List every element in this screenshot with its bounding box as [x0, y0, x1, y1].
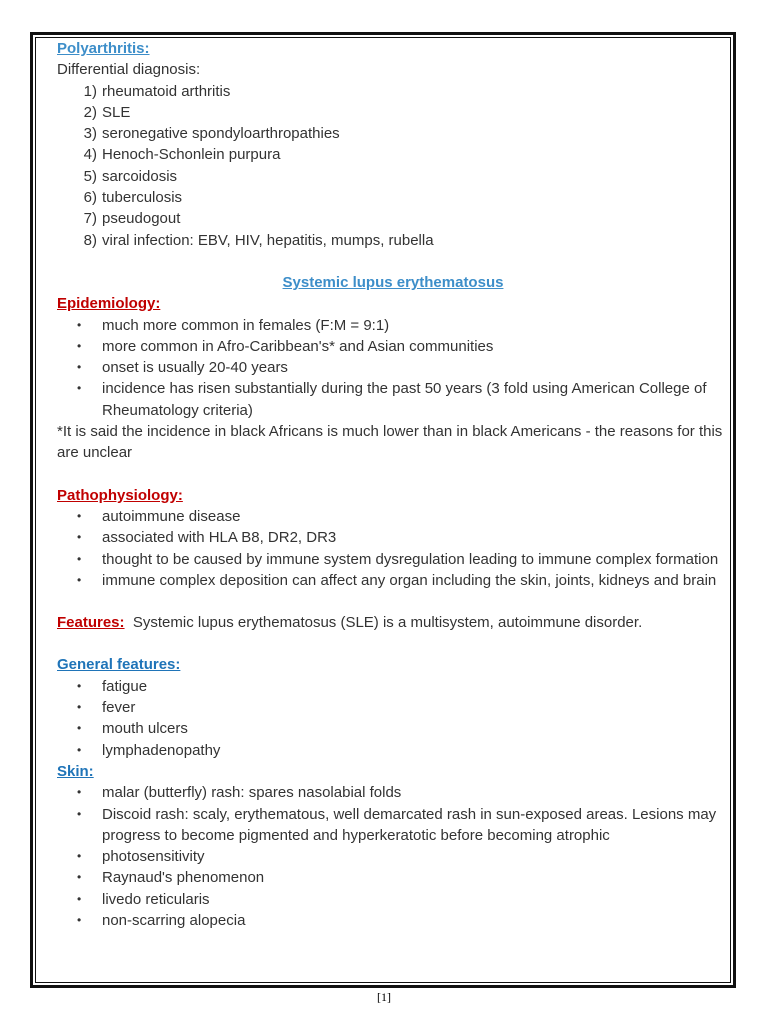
page-number: [1]	[377, 990, 391, 1004]
list-item: • thought to be caused by immune system dysregulation leading to immune complex formation	[77, 550, 719, 568]
pathophysiology-list	[57, 506, 729, 591]
epidemiology-note: *It is said the incidence in black Africans is much lower than in black Americans - the reasons for this are unclear	[57, 423, 723, 462]
list-item: • lymphadenopathy	[77, 741, 221, 759]
epidemiology-list	[57, 315, 729, 421]
list-item: • associated with HLA B8, DR2, DR3	[77, 529, 337, 547]
features-text: Systemic lupus erythematosus (SLE) is a multisystem, autoimmune disorder.	[132, 614, 643, 632]
list-item: 1) rheumatoid arthritis	[83, 82, 231, 100]
document-body	[57, 38, 729, 931]
list-item: • autoimmune disease	[77, 507, 241, 525]
pathophysiology-heading: Pathophysiology:	[57, 486, 183, 504]
list-item: • more common in Afro-Caribbean's* and Asian communities	[77, 337, 494, 355]
list-item: • livedo reticularis	[77, 890, 210, 908]
skin-heading: Skin:	[57, 762, 94, 780]
list-item: • non-scarring alopecia	[77, 911, 246, 929]
list-item: • malar (butterfly) rash: spares nasolabial folds	[77, 784, 402, 802]
list-item: 3) seronegative spondyloarthropathies	[83, 125, 340, 143]
list-item: 7) pseudogout	[83, 210, 181, 228]
list-item: • immune complex deposition can affect any organ including the skin, joints, kidneys and brain	[77, 571, 717, 589]
list-item: 2) SLE	[83, 103, 131, 121]
differential-diagnosis-label: Differential diagnosis:	[57, 61, 201, 79]
polyarthritis-list	[57, 81, 729, 251]
list-item: • much more common in females (F:M = 9:1)	[77, 316, 390, 334]
list-item: • onset is usually 20-40 years	[77, 359, 288, 377]
list-item: • fatigue	[77, 677, 148, 695]
list-item: • mouth ulcers	[77, 720, 188, 738]
list-item: • photosensitivity	[77, 848, 205, 866]
list-item: 5) sarcoidosis	[83, 167, 178, 185]
epidemiology-heading: Epidemiology:	[57, 295, 161, 313]
skin-list	[57, 782, 729, 931]
sle-title: Systemic lupus erythematosus	[282, 273, 504, 291]
general-features-heading: General features:	[57, 656, 181, 674]
features-paragraph	[57, 612, 729, 633]
list-item: • Discoid rash: scaly, erythematous, well demarcated rash in sun-exposed areas. Lesions may progress to become pigmented and hyperkeratotic before becoming atrophic	[77, 805, 717, 844]
list-item: • fever	[77, 699, 136, 717]
list-item: 8) viral infection: EBV, HIV, hepatitis, mumps, rubella	[83, 231, 434, 249]
general-features-list	[57, 676, 729, 761]
list-item: • incidence has risen substantially during the past 50 years (3 fold using American College of Rheumatology criteria)	[77, 380, 707, 419]
features-heading: Features:	[57, 614, 125, 632]
list-item: 6) tuberculosis	[83, 189, 183, 207]
list-item: 4) Henoch-Schonlein purpura	[83, 146, 281, 164]
list-item: • Raynaud's phenomenon	[77, 869, 265, 887]
polyarthritis-heading: Polyarthritis:	[57, 40, 150, 57]
